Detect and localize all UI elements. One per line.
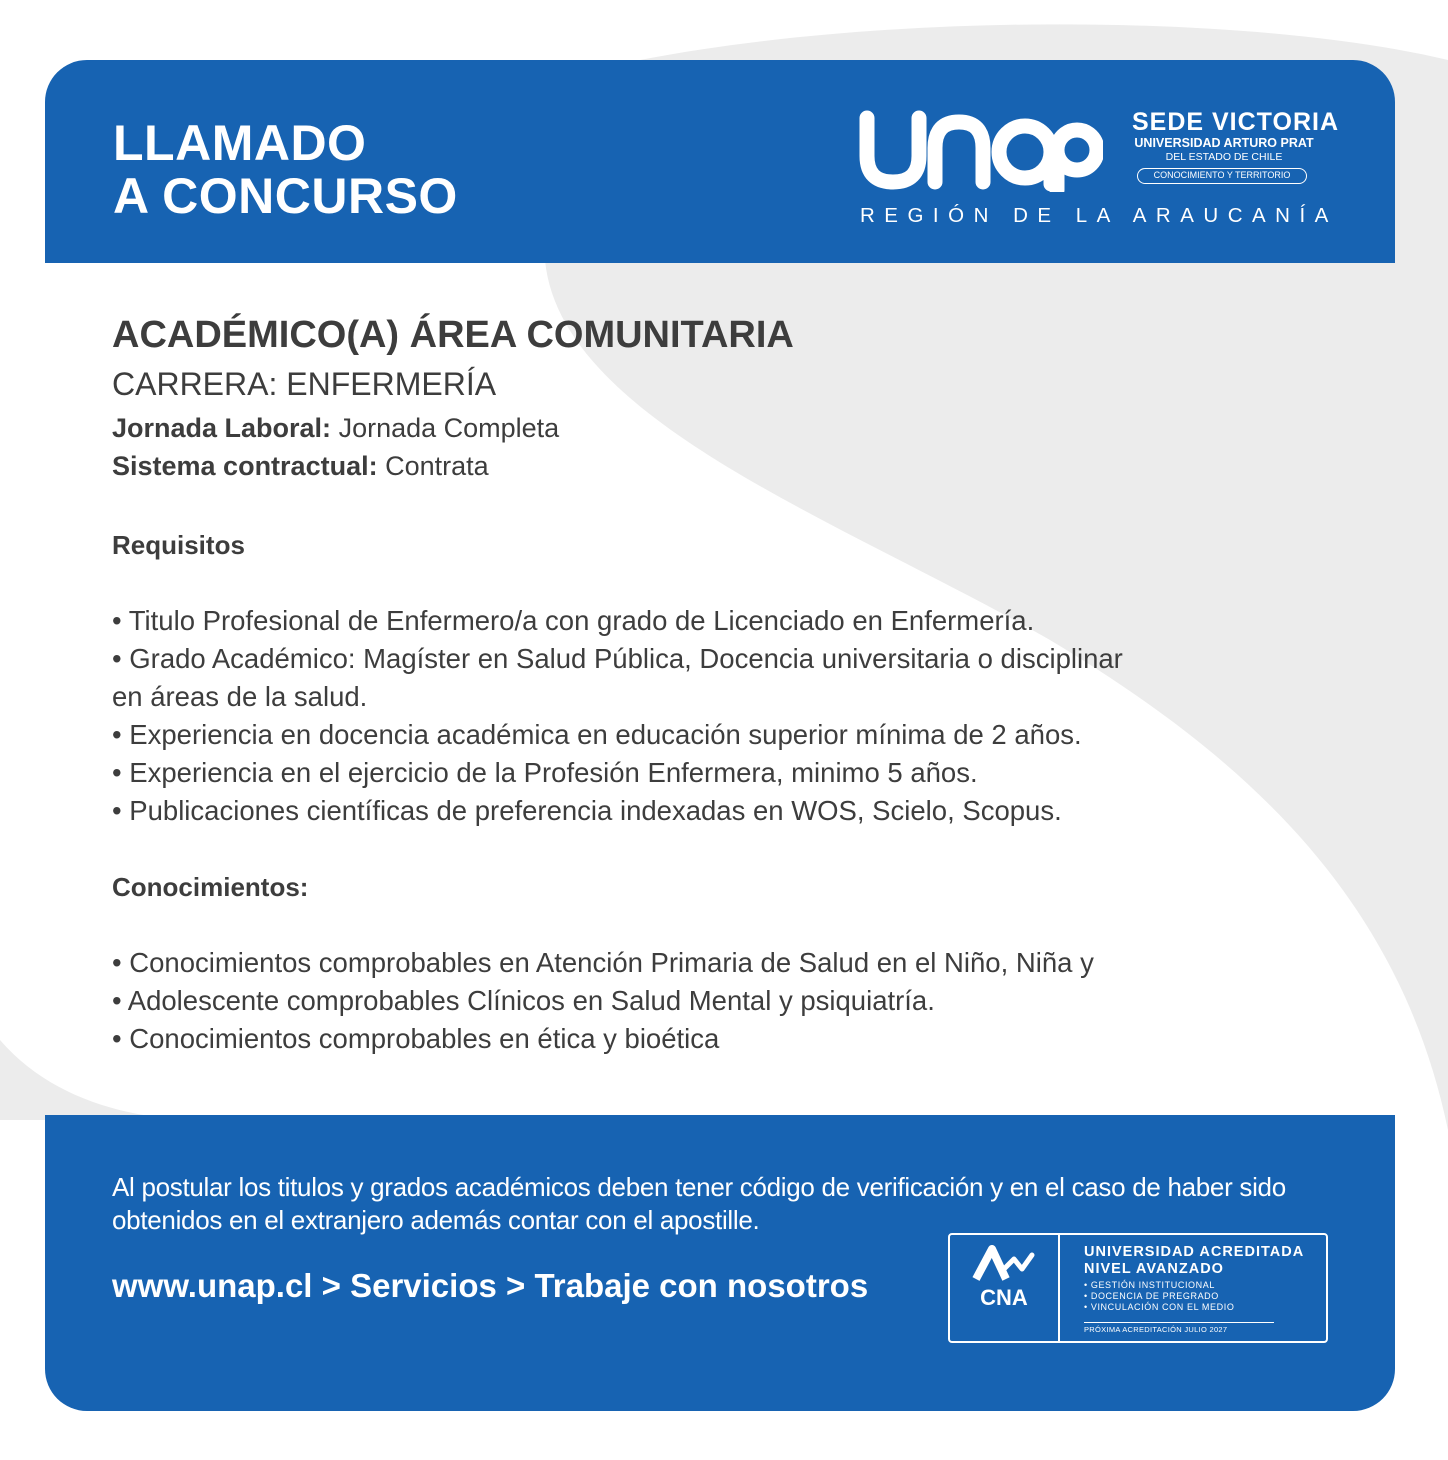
list-item: • Experiencia en docencia académica en educación superior mínima de 2 años. xyxy=(112,719,1082,750)
footer-note: Al postular los titulos y grados académicos deben tener código de verificación y en el caso de haber sido obtenidos en el extranjero además contar con el apostille. xyxy=(112,1172,1286,1235)
requisitos-list xyxy=(112,602,1292,830)
list-item: • Titulo Profesional de Enfermero/a con grado de Licenciado en Enfermería. xyxy=(112,605,1035,636)
list-item: • Experiencia en el ejercicio de la Profesión Enfermera, minimo 5 años. xyxy=(112,757,978,788)
unap-logo-icon xyxy=(855,104,1103,192)
badge-divider xyxy=(1058,1235,1060,1341)
logo-region: REGIÓN DE LA ARAUCANÍA xyxy=(860,204,1338,227)
list-item: • Grado Académico: Magíster en Salud Pública, Docencia universitaria o disciplinar xyxy=(112,643,1123,674)
sistema-row xyxy=(112,453,489,480)
accreditation-heading-line2: NIVEL AVANZADO xyxy=(1084,1261,1224,1277)
jornada-row xyxy=(112,415,559,442)
jornada-label: Jornada Laboral: xyxy=(112,413,332,443)
header-banner xyxy=(45,60,1395,263)
next-accreditation: PRÓXIMA ACREDITACIÓN JULIO 2027 xyxy=(1084,1322,1274,1334)
sistema-value: Contrata xyxy=(385,451,489,481)
conocimientos-list xyxy=(112,944,1292,1058)
apply-link[interactable]: www.unap.cl > Servicios > Trabaje con nosotros xyxy=(112,1267,869,1304)
list-item: • Conocimientos comprobables en ética y bioética xyxy=(112,1023,720,1054)
jornada-value: Jornada Completa xyxy=(338,413,560,443)
call-title-line2: A CONCURSO xyxy=(113,168,458,224)
accreditation-badge xyxy=(948,1233,1328,1343)
svg-text:CNA: CNA xyxy=(980,1285,1028,1310)
accreditation-heading-line1: UNIVERSIDAD ACREDITADA xyxy=(1084,1244,1305,1260)
logo-sede: SEDE VICTORIA xyxy=(1131,108,1340,136)
sistema-label: Sistema contractual: xyxy=(112,451,378,481)
list-item: • Adolescente comprobables Clínicos en Salud Mental y psiquiatría. xyxy=(112,985,935,1016)
footer-banner xyxy=(45,1115,1395,1411)
job-title: ACADÉMICO(A) ÁREA COMUNITARIA xyxy=(112,314,794,356)
career: CARRERA: ENFERMERÍA xyxy=(112,366,497,402)
logo-tagline: CONOCIMIENTO Y TERRITORIO xyxy=(1137,168,1307,184)
requisitos-heading: Requisitos xyxy=(112,530,245,560)
list-item: • GESTIÓN INSTITUCIONAL xyxy=(1084,1280,1215,1290)
list-item: • Conocimientos comprobables en Atención Primaria de Salud en el Niño, Niña y xyxy=(112,947,1094,978)
call-title-line1: LLAMADO xyxy=(113,115,367,171)
list-item: • DOCENCIA DE PREGRADO xyxy=(1084,1291,1219,1301)
logo-university: UNIVERSIDAD ARTURO PRAT xyxy=(1134,136,1314,150)
conocimientos-heading: Conocimientos: xyxy=(112,872,309,902)
list-item: • VINCULACIÓN CON EL MEDIO xyxy=(1084,1302,1235,1312)
accreditation-heading xyxy=(1084,1244,1304,1278)
accreditation-areas xyxy=(1084,1280,1234,1313)
list-item: en áreas de la salud. xyxy=(112,681,368,712)
cna-logo-icon xyxy=(966,1245,1042,1311)
list-item: • Publicaciones científicas de preferencia indexadas en WOS, Scielo, Scopus. xyxy=(112,795,1062,826)
logo-estado: DEL ESTADO DE CHILE xyxy=(1165,151,1283,163)
